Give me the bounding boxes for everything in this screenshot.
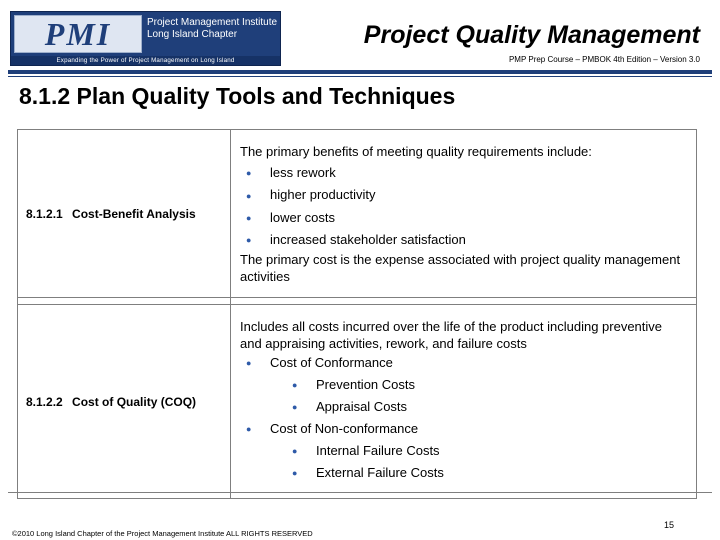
bullet-dot-icon: ●	[292, 468, 298, 479]
bullet-text: Appraisal Costs	[316, 398, 408, 414]
list-item	[240, 396, 686, 418]
bullet-dot-icon: ●	[246, 190, 252, 201]
bullet-dot-icon: ●	[292, 402, 298, 412]
bullet-text: External Failure Costs	[316, 465, 444, 481]
list-item	[240, 418, 686, 440]
spacer-cell	[18, 298, 231, 305]
header-subtitle: PMP Prep Course – PMBOK 4th Edition – Version 3.0	[508, 55, 700, 64]
row-label: Cost of Quality (COQ)	[72, 394, 197, 409]
list-item	[240, 462, 686, 484]
header-divider-thin	[8, 76, 712, 77]
bullet-text: Internal Failure Costs	[316, 443, 440, 459]
bullet-dot-icon: ●	[246, 212, 252, 223]
list-item	[240, 207, 686, 229]
bullet-text: Cost of Conformance	[270, 354, 393, 370]
row-intro: Includes all costs incurred over the life of the product including preventive and appraising activities, rework, and failure costs	[240, 318, 663, 351]
table-row	[18, 305, 697, 499]
row-label-cell	[18, 130, 231, 298]
tools-table	[17, 129, 697, 499]
row-number: 8.1.2.2	[26, 394, 63, 409]
logo-name-line2: Long Island Chapter	[147, 29, 238, 40]
list-item	[240, 440, 686, 462]
row-intro: The primary benefits of meeting quality requirements include:	[240, 144, 592, 160]
bullet-text: Cost of Non-conformance	[270, 421, 419, 436]
pmi-logo	[10, 11, 281, 66]
header-title: Project Quality Management	[363, 21, 700, 49]
table-row-spacer	[18, 298, 697, 305]
bullet-text: less rework	[270, 165, 336, 181]
bullet-text: Prevention Costs	[316, 376, 415, 392]
bullet-text: increased stakeholder satisfaction	[270, 231, 466, 247]
logo-name-line1: Project Management Institute	[147, 17, 278, 28]
bullet-dot-icon: ●	[246, 357, 252, 368]
list-item	[240, 229, 686, 251]
footer-copyright: ©2010 Long Island Chapter of the Project Management Institute ALL RIGHTS RESERVED	[12, 529, 313, 538]
bullet-dot-icon: ●	[246, 234, 252, 245]
list-item	[240, 352, 686, 374]
logo-org-name	[147, 17, 279, 41]
spacer-cell	[231, 298, 697, 305]
row-label-cell	[18, 305, 231, 499]
header-divider	[8, 70, 712, 74]
row-label: Cost-Benefit Analysis	[72, 206, 196, 221]
row-content-cell	[231, 305, 697, 499]
bullet-text: lower costs	[270, 209, 336, 225]
pmi-logo-mark: PMI	[14, 15, 142, 53]
list-item	[240, 374, 686, 396]
bullet-text: higher productivity	[270, 187, 376, 203]
slide-title: 8.1.2 Plan Quality Tools and Techniques	[19, 83, 456, 109]
bullet-dot-icon: ●	[292, 446, 298, 457]
row-outro: The primary cost is the expense associated with project quality management activities	[240, 251, 681, 284]
table-row	[18, 130, 697, 298]
bullet-dot-icon: ●	[246, 424, 252, 435]
row-content-cell	[231, 130, 697, 298]
footer-divider	[8, 492, 712, 493]
list-item	[240, 184, 686, 206]
list-item	[240, 162, 686, 184]
bullet-dot-icon: ●	[246, 168, 252, 179]
page-number: 15	[664, 520, 675, 530]
row-number: 8.1.2.1	[26, 206, 63, 221]
logo-tagline: Expanding the Power of Project Management on Long Island	[11, 56, 280, 65]
bullet-dot-icon: ●	[292, 379, 298, 390]
